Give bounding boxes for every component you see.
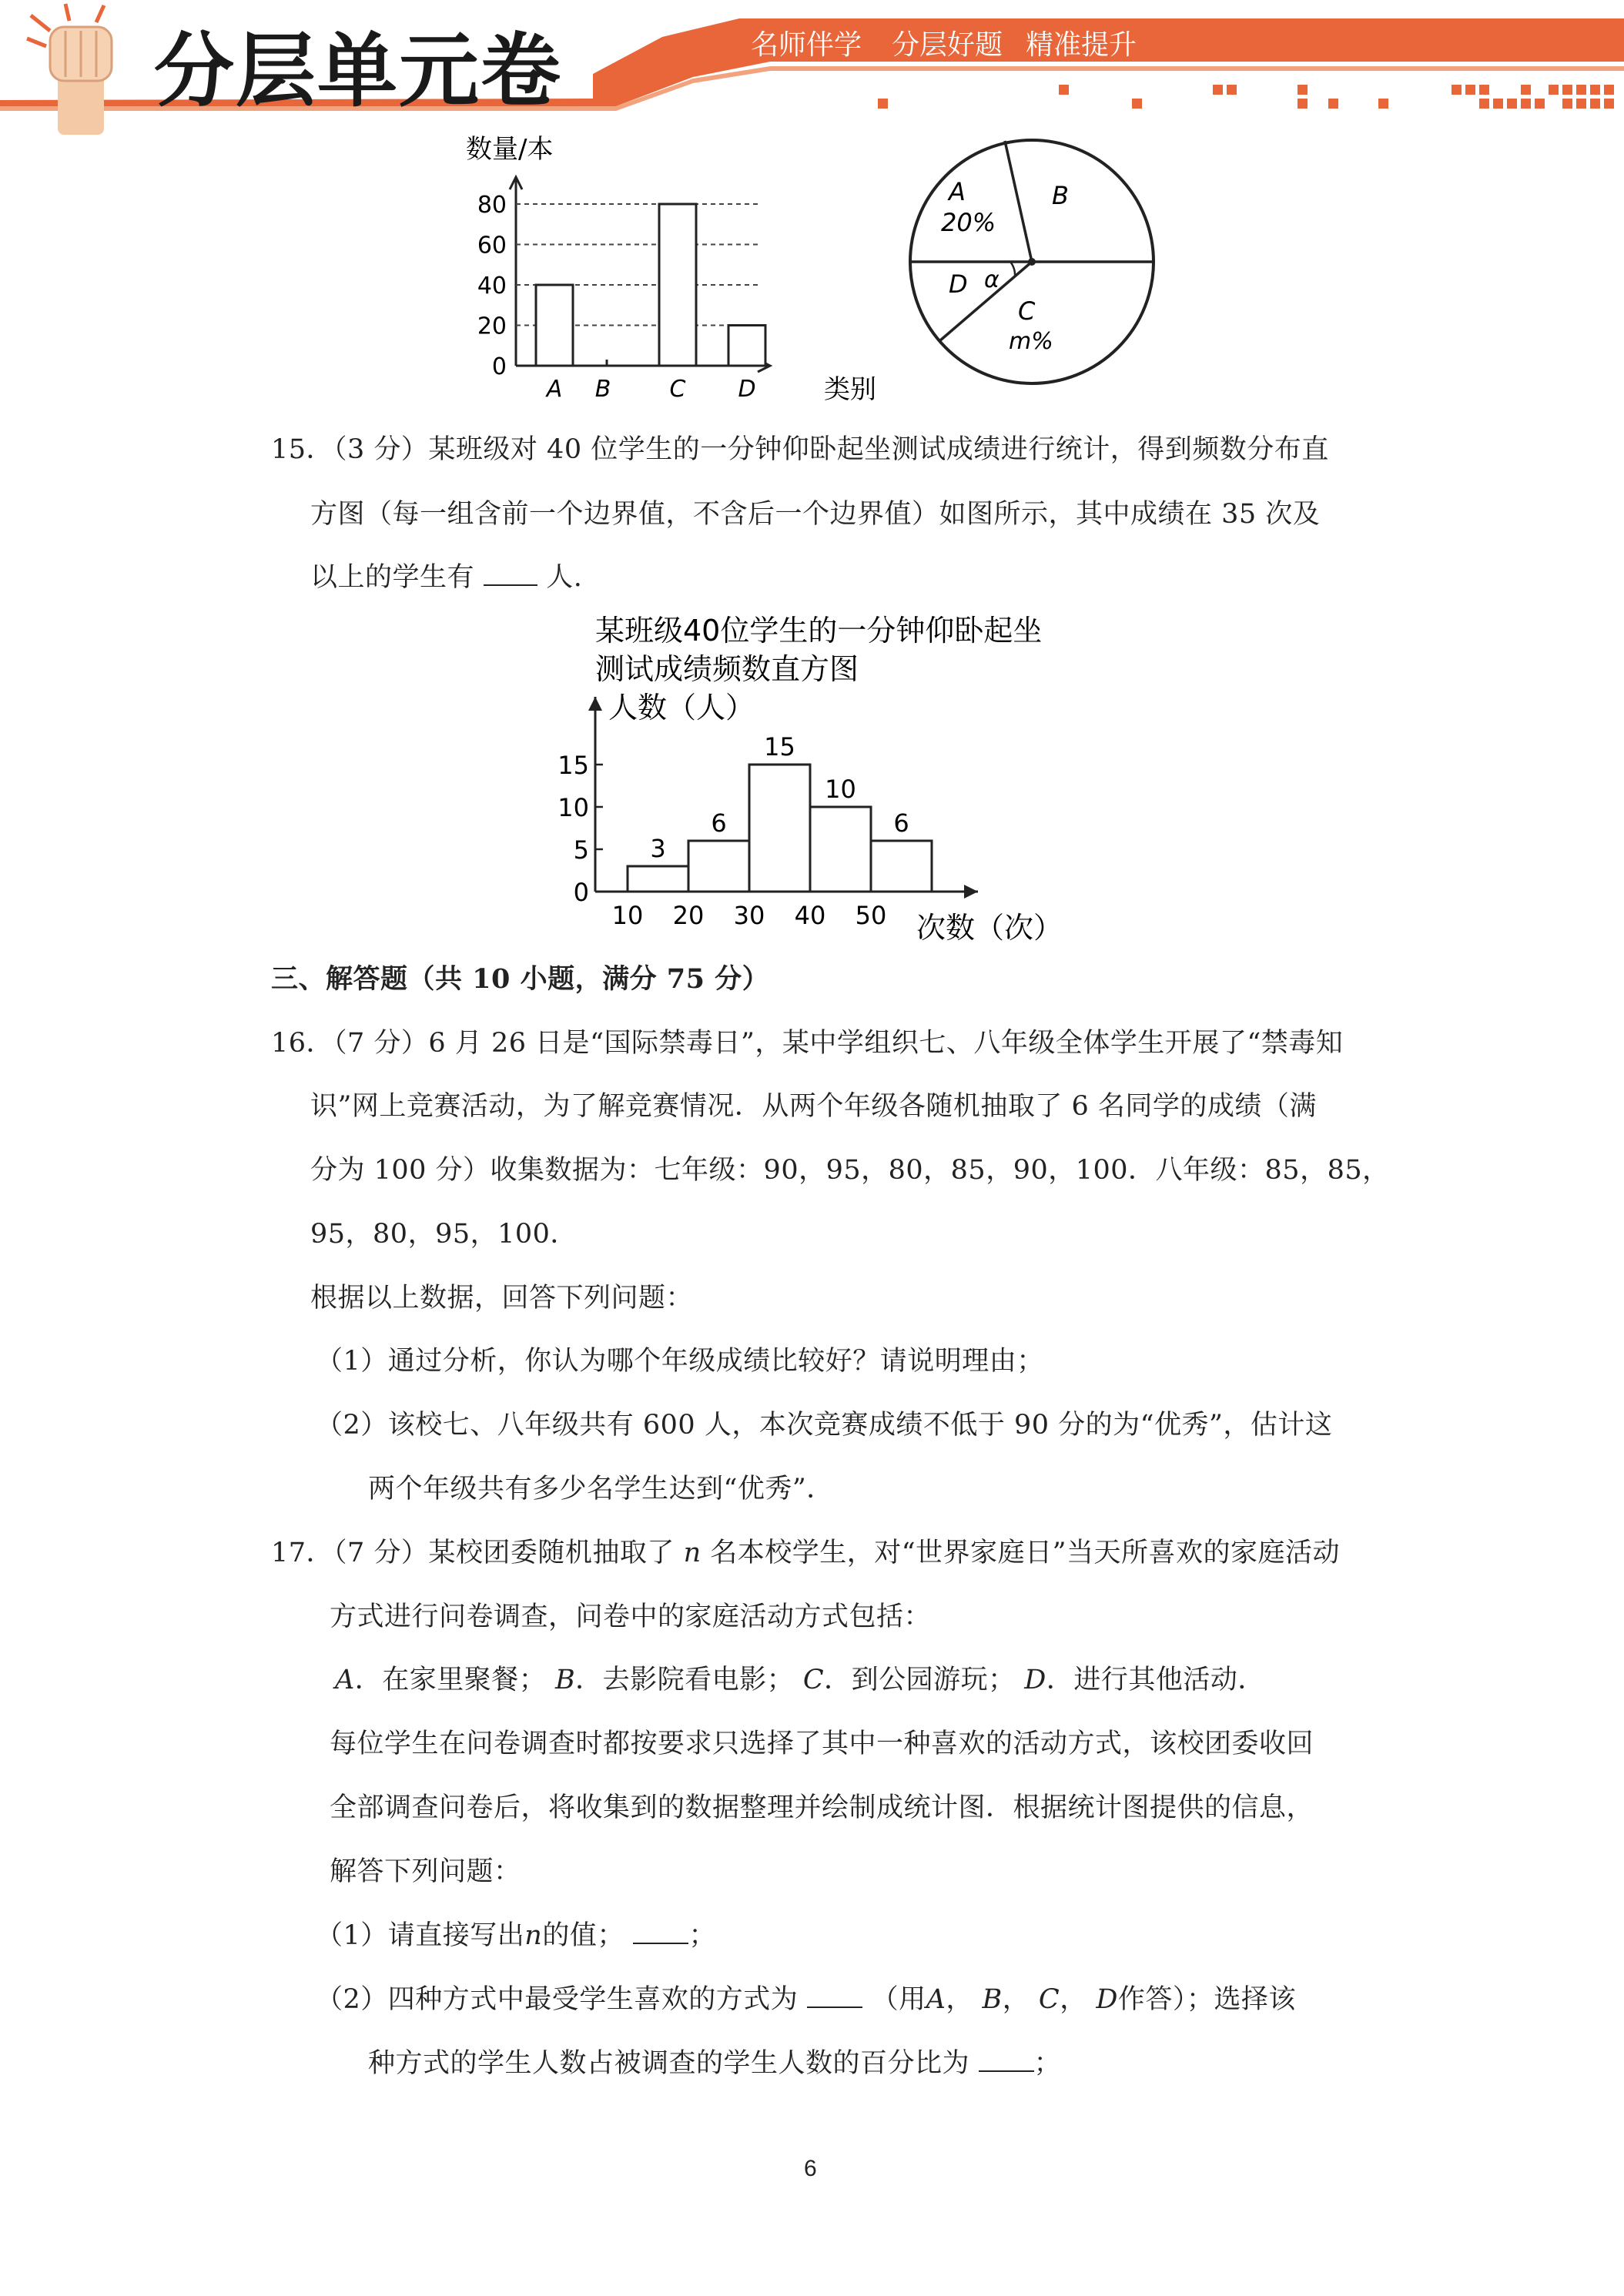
bar-D	[728, 326, 765, 366]
q15-answer-blank[interactable]	[484, 561, 537, 586]
y-tick-label: 80	[477, 192, 507, 219]
q15-line3: 以上的学生有 人.	[310, 562, 583, 593]
histogram-bar	[810, 807, 871, 892]
histogram-bar	[688, 841, 749, 892]
pie-divider-ab	[1005, 141, 1032, 262]
bar-A	[536, 285, 573, 366]
q17-line4: 每位学生在问卷调查时都按要求只选择了其中一种喜欢的活动方式，该校团委收回	[330, 1729, 1314, 1759]
q17-options: A．在家里聚餐； B．去影院看电影； C．到公园游玩； D．进行其他活动．	[335, 1665, 1265, 1695]
histogram-y-label: 人数（人）	[608, 691, 755, 725]
y-axis-arrow	[588, 697, 602, 711]
histogram-bar	[749, 765, 810, 892]
x-tick-label: A	[546, 376, 563, 403]
y-tick-label: 40	[477, 273, 507, 300]
q16-line4: 95，80，95，100．	[310, 1219, 578, 1250]
y-tick-label: 60	[477, 232, 507, 259]
q17-sub2-line1: （2）四种方式中最受学生喜欢的方式为 （用A， B， C， D作答）；选择该	[316, 1984, 1296, 2015]
x-tick-label: 30	[733, 901, 765, 930]
x-axis-label: 类别	[824, 374, 876, 405]
slogan-1: 名师伴学	[751, 29, 862, 61]
q16-sub2-line2: 两个年级共有多少名学生达到“优秀”．	[368, 1474, 834, 1504]
q15-line1: 15．（3 分）某班级对 40 位学生的一分钟仰卧起坐测试成绩进行统计，得到频数分布直	[271, 434, 1329, 465]
q16-line5: 根据以上数据，回答下列问题：	[310, 1283, 694, 1314]
q17-line5: 全部调查问卷后，将收集到的数据整理并绘制成统计图．根据统计图提供的信息，	[330, 1792, 1314, 1823]
q16-sub1: （1）通过分析，你认为哪个年级成绩比较好？请说明理由；	[316, 1346, 1044, 1377]
brand-title: 分层单元卷	[154, 24, 563, 118]
page-header	[0, 0, 1624, 139]
y-tick-label: 0	[573, 878, 589, 907]
pie-center-dot	[1028, 258, 1036, 266]
pie-label-a-pct: 20%	[941, 208, 996, 237]
y-tick-label: 10	[558, 793, 589, 822]
pie-label-d: D	[949, 269, 968, 299]
section-heading: 三、解答题（共 10 小题，满分 75 分）	[271, 963, 770, 995]
bar-value-label: 15	[764, 732, 795, 761]
q17-line1: 17．（7 分）某校团委随机抽取了 n 名本校学生，对“世界家庭日”当天所喜欢的家庭活动	[271, 1538, 1341, 1568]
x-tick-label: 20	[672, 901, 705, 930]
histogram-subtitle: 测试成绩频数直方图	[595, 652, 859, 686]
y-tick-label: 15	[558, 751, 589, 780]
angle-arc	[1010, 262, 1015, 276]
q17-line2: 方式进行问卷调查，问卷中的家庭活动方式包括：	[330, 1602, 932, 1632]
pie-label-c: C	[1018, 296, 1036, 326]
pie-label-c-pct: m%	[1009, 328, 1053, 355]
q16-line2: 识”网上竞赛活动，为了解竞赛情况．从两个年级各随机抽取了 6 名同学的成绩（满	[310, 1091, 1317, 1122]
pie-label-a: A	[949, 177, 966, 206]
page-number: 6	[804, 2156, 817, 2181]
histogram-x-label: 次数（次）	[916, 911, 1063, 945]
histogram-bar	[628, 866, 688, 892]
histogram-bar	[871, 841, 932, 892]
x-tick-label: 50	[855, 901, 887, 930]
x-tick-label: B	[594, 376, 611, 403]
decorative-squares	[878, 85, 1614, 109]
slogan-2: 分层好题	[892, 29, 1003, 61]
x-tick-label: 40	[794, 901, 826, 930]
pie-label-alpha: α	[984, 266, 1000, 293]
y-axis-label: 数量/本	[466, 134, 554, 165]
bar-value-label: 6	[893, 808, 909, 838]
q16-line1: 16．（7 分）6 月 26 日是“国际禁毒日”，某中学组织七、八年级全体学生开展了“禁毒知	[271, 1028, 1344, 1059]
x-tick-label: C	[669, 376, 686, 403]
pie-label-b: B	[1052, 181, 1069, 210]
q17-sub1-blank[interactable]	[633, 1919, 688, 1944]
histogram-title: 某班级40位学生的一分钟仰卧起坐	[595, 614, 1043, 648]
q15-line2: 方图（每一组含前一个边界值，不含后一个边界值）如图所示，其中成绩在 35 次及	[310, 499, 1321, 530]
q17-sub2-blank-percent[interactable]	[979, 2047, 1034, 2072]
y-tick-label: 20	[477, 313, 507, 340]
q17-sub1: （1）请直接写出n的值； ；	[316, 1920, 716, 1951]
q16-sub2-line1: （2）该校七、八年级共有 600 人，本次竞赛成绩不低于 90 分的为“优秀”，估计这	[316, 1410, 1333, 1441]
bar-value-label: 6	[711, 808, 727, 838]
bar-C	[659, 204, 696, 366]
q17-sub2-blank-method[interactable]	[807, 1983, 862, 2008]
q16-line3: 分为 100 分）收集数据为：七年级：90，95，80，85，90，100．八年级：85，85，	[310, 1155, 1390, 1186]
fist-icon	[27, 4, 112, 135]
q17-sub2-line2: 种方式的学生人数占被调查的学生人数的百分比为 ；	[368, 2048, 1062, 2079]
x-tick-label: 10	[611, 901, 644, 930]
y-tick-label: 5	[573, 835, 589, 865]
q17-line6: 解答下列问题：	[330, 1856, 521, 1887]
histogram-situps	[551, 608, 1074, 955]
bar-chart-books	[447, 127, 909, 412]
pie-chart-books	[901, 135, 1163, 389]
x-tick-label: D	[738, 376, 756, 403]
y-tick-label: 0	[491, 353, 507, 380]
bar-value-label: 10	[825, 775, 856, 804]
x-axis-arrow	[964, 885, 978, 899]
bar-value-label: 3	[650, 834, 666, 863]
slogan-3: 精准提升	[1026, 29, 1137, 61]
